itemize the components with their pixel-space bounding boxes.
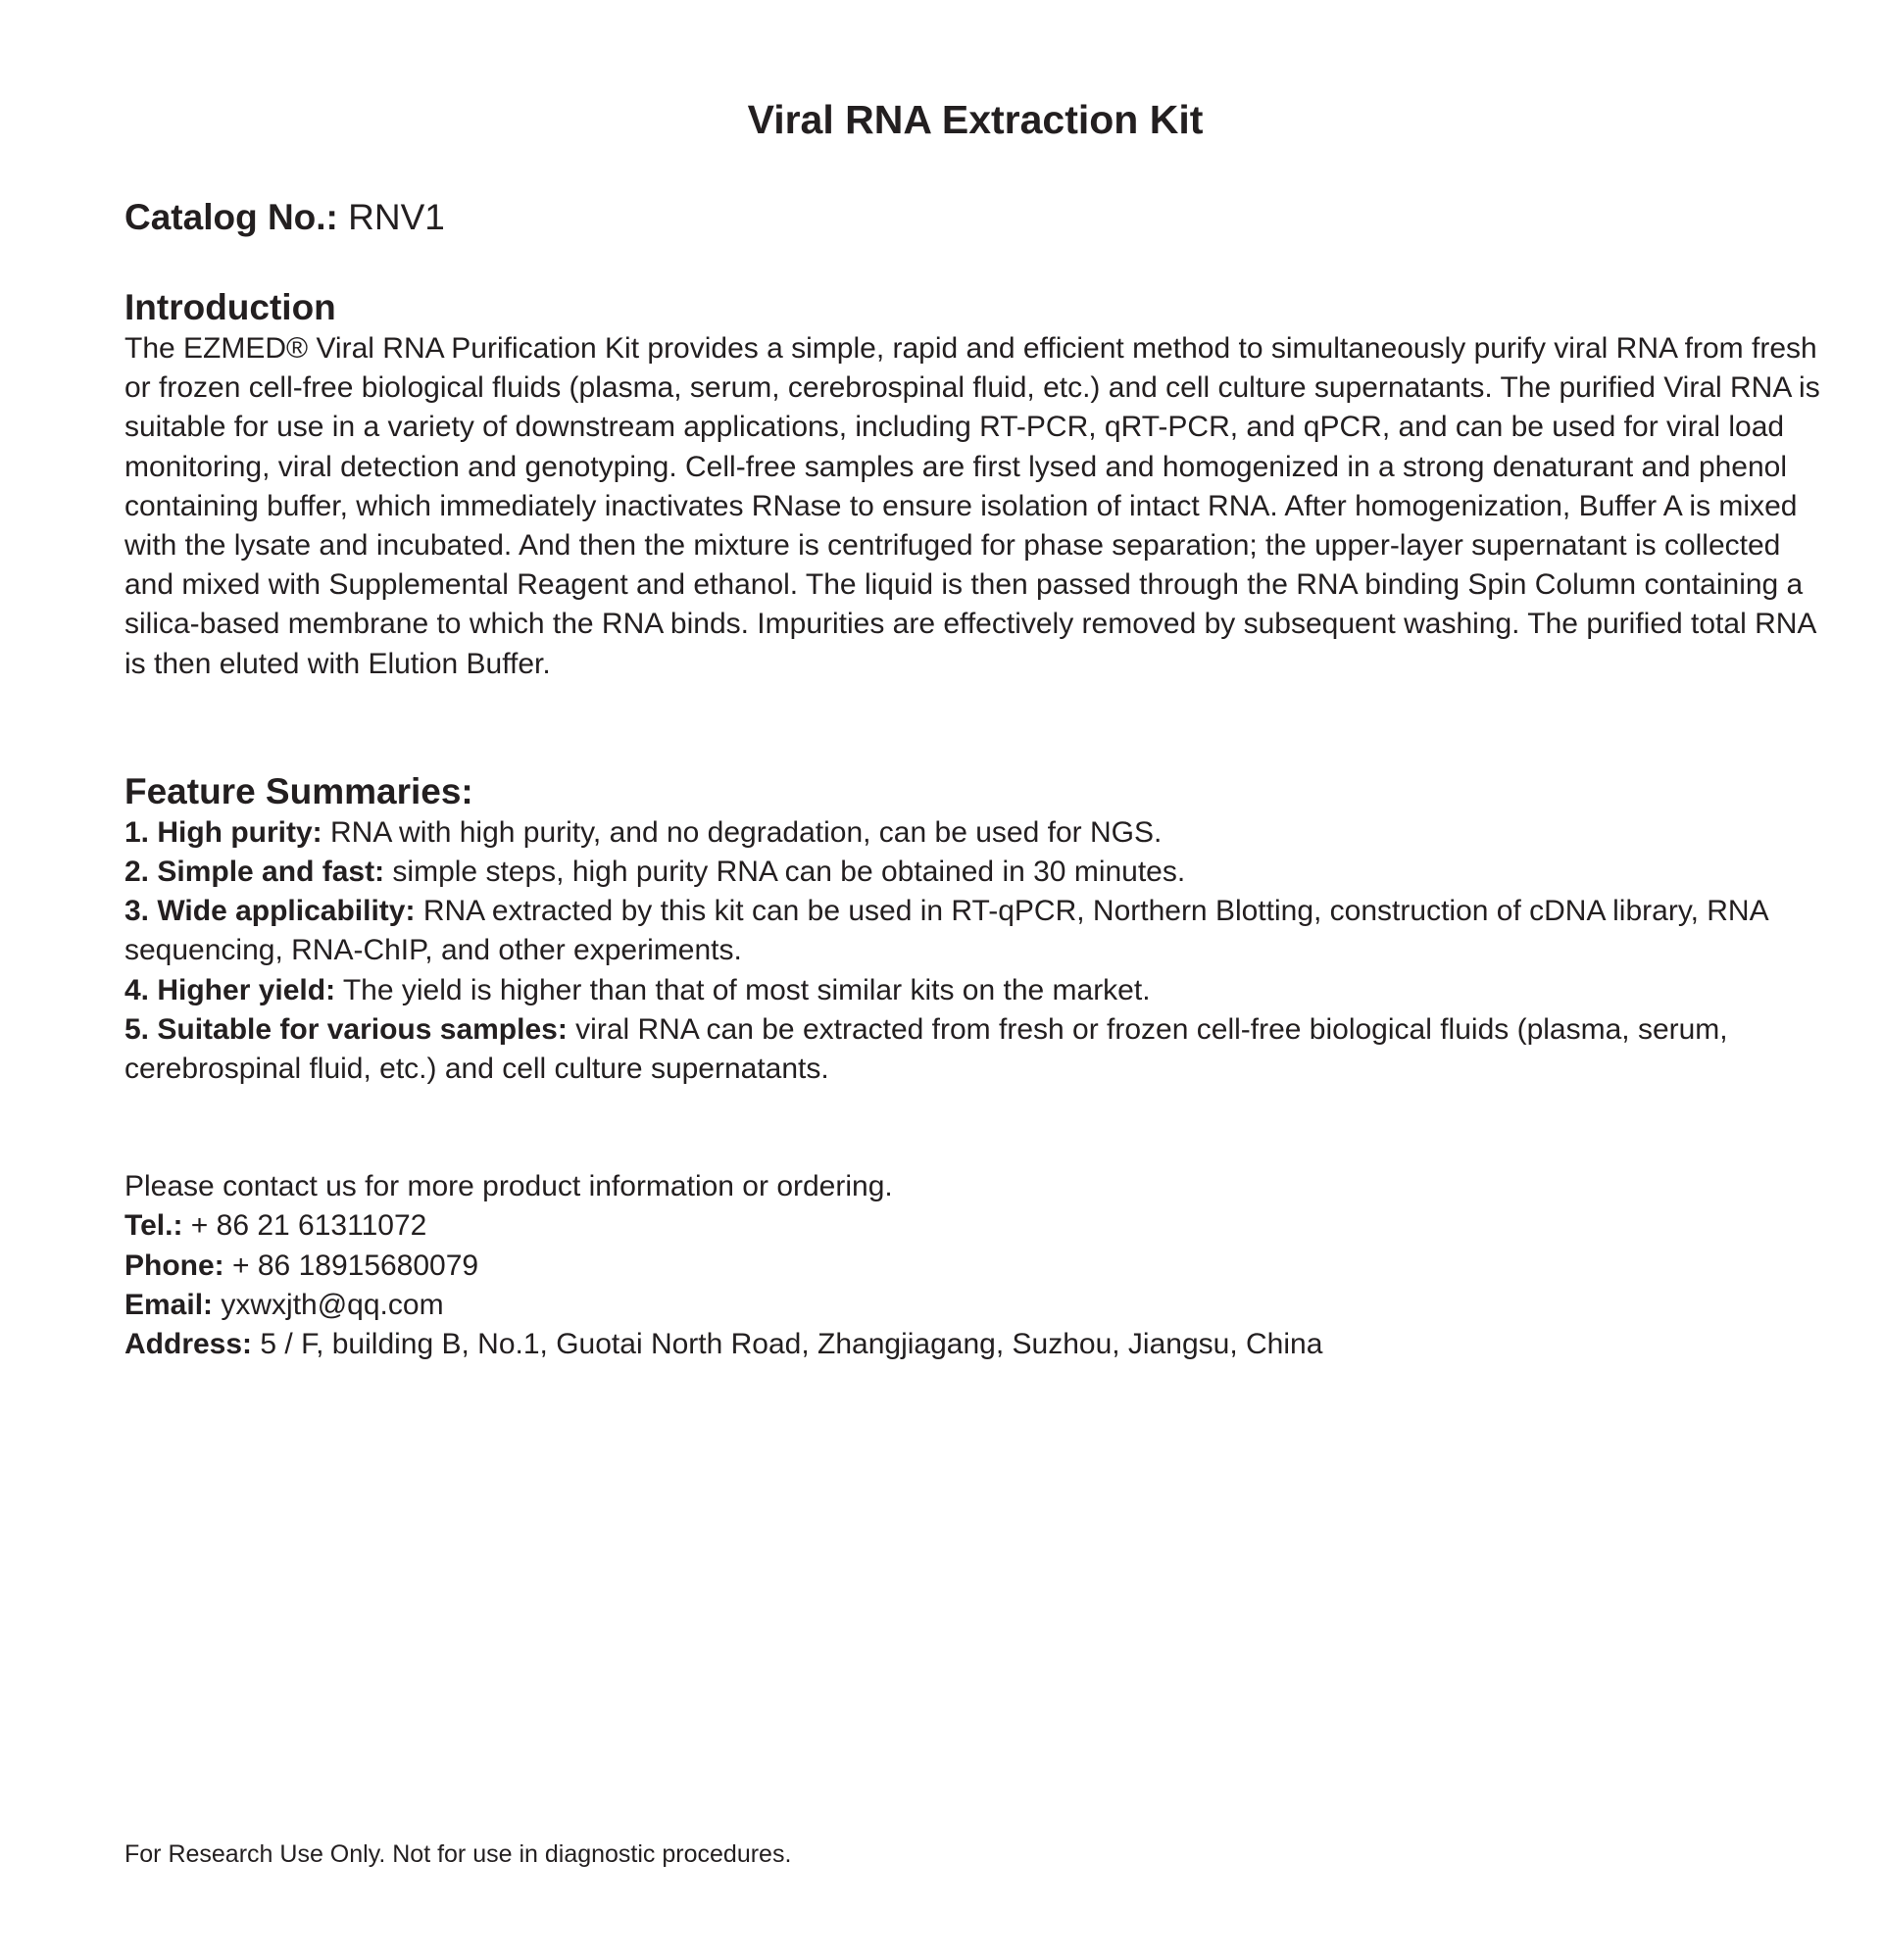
contact-tel xyxy=(124,1206,1830,1246)
feature-text: simple steps, high purity RNA can be obtained in 30 minutes. xyxy=(392,856,1186,889)
address-label: Address: xyxy=(124,1328,253,1361)
catalog-value: RNV1 xyxy=(348,197,445,237)
features-heading: Feature Summaries: xyxy=(124,770,473,811)
feature-label: 3. Wide applicability: xyxy=(124,895,416,928)
feature-label: 4. Higher yield: xyxy=(124,973,336,1006)
footer-disclaimer: For Research Use Only. Not for use in diagnostic procedures. xyxy=(124,1840,792,1868)
contact-email xyxy=(124,1286,1830,1325)
feature-label: 1. High purity: xyxy=(124,815,322,849)
feature-label: 2. Simple and fast: xyxy=(124,856,385,889)
feature-item xyxy=(124,813,1830,853)
feature-label: 5. Suitable for various samples: xyxy=(124,1012,568,1046)
tel-label: Tel.: xyxy=(124,1209,183,1243)
introduction-text: The EZMED® Viral RNA Purification Kit provides a simple, rapid and efficient method to simultaneously purify viral RNA from fresh or frozen cell-free biological fluids (plasma, serum, cerebrospinal fluid, etc.) and cell culture supernatants. The purified Viral RNA is suitable for use in a variety of downstream applications, including RT-PCR, qRT-PCR, and qPCR, and can be used for viral load monitoring, viral detection and genotyping. Cell-free samples are first lysed and homogenized in a strong denaturant and phenol containing buffer, which immediately inactivates RNase to ensure isolation of intact RNA. After homogenization, Buffer A is mixed with the lysate and incubated. And then the mixture is centrifuged for phase separation; the upper-layer supernatant is collected and mixed with Supplemental Reagent and ethanol. The liquid is then passed through the RNA binding Spin Column containing a silica-based membrane to which the RNA binds. Impurities are effectively removed by subsequent washing. The purified total RNA is then eluted with Elution Buffer. xyxy=(124,332,1820,680)
catalog-number xyxy=(124,194,1830,241)
document-title: Viral RNA Extraction Kit xyxy=(747,97,1204,142)
contact-section xyxy=(124,1167,1830,1364)
email-label: Email: xyxy=(124,1288,214,1321)
feature-item xyxy=(124,892,1830,970)
catalog-label: Catalog No.: xyxy=(124,197,338,237)
feature-text: The yield is higher than that of most similar kits on the market. xyxy=(342,973,1151,1006)
feature-item xyxy=(124,1010,1830,1089)
feature-item xyxy=(124,853,1830,892)
phone-label: Phone: xyxy=(124,1249,224,1282)
email-value: yxwxjth@qq.com xyxy=(221,1288,444,1321)
feature-list xyxy=(124,813,1830,1089)
feature-item xyxy=(124,971,1830,1010)
introduction-heading: Introduction xyxy=(124,287,336,327)
tel-value: + 86 21 61311072 xyxy=(190,1209,427,1243)
feature-text: RNA extracted by this kit can be used in RT-qPCR, Northern Blotting, construction of cDNA library, RNA sequencing, RNA-ChIP, and other experiments. xyxy=(124,895,1767,967)
contact-intro: Please contact us for more product information or ordering. xyxy=(124,1170,893,1203)
address-value: 5 / F, building B, No.1, Guotai North Road, Zhangjiagang, Suzhou, Jiangsu, China xyxy=(260,1328,1323,1361)
phone-value: + 86 18915680079 xyxy=(232,1249,479,1282)
feature-text: RNA with high purity, and no degradation, can be used for NGS. xyxy=(330,815,1163,849)
document-content xyxy=(124,194,1830,1364)
feature-text: viral RNA can be extracted from fresh or frozen cell-free biological fluids (plasma, serum, cerebrospinal fluid, etc.) and cell culture supernatants. xyxy=(124,1012,1728,1086)
contact-phone xyxy=(124,1247,1830,1286)
contact-address xyxy=(124,1325,1830,1364)
